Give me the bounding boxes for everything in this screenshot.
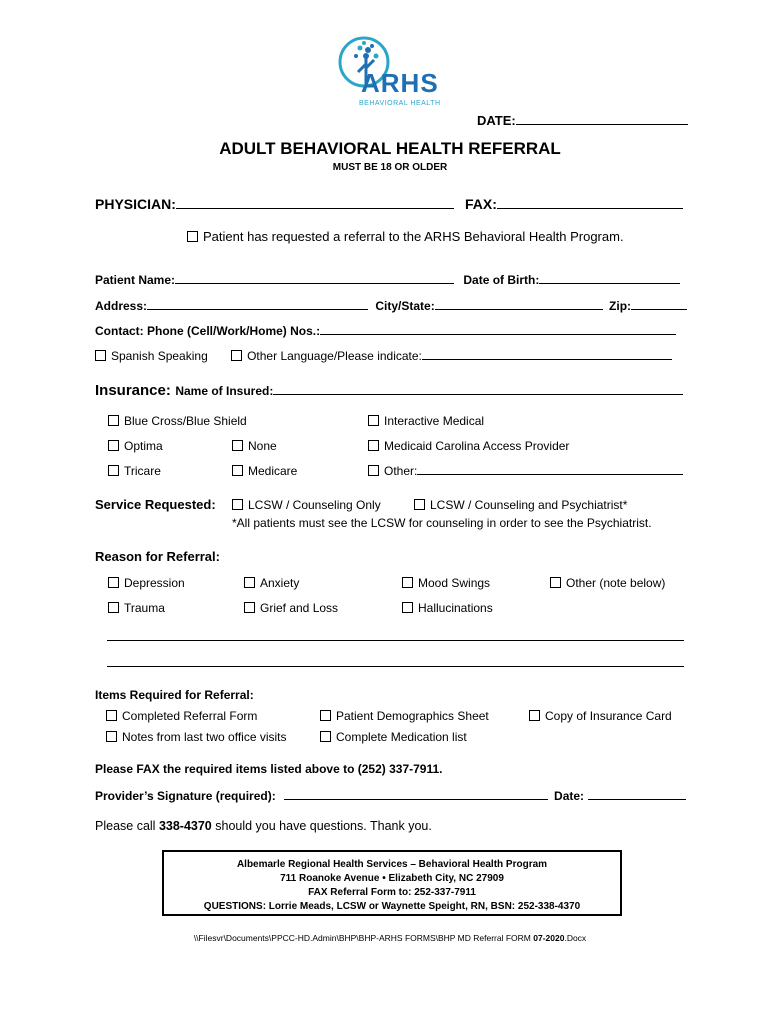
demographics-label: Patient Demographics Sheet <box>336 709 489 723</box>
completed-form-checkbox[interactable] <box>106 710 117 721</box>
optima-label: Optima <box>124 439 163 453</box>
service-opt1-checkbox[interactable] <box>232 499 243 510</box>
sig-date-label: Date: <box>554 789 585 803</box>
signature-line[interactable] <box>284 799 548 800</box>
insurance-card-checkbox[interactable] <box>529 710 540 721</box>
mood-label: Mood Swings <box>418 576 491 590</box>
service-opt1[interactable] <box>232 498 381 512</box>
fax-instruction: Please FAX the required items listed above to (252) 337-7911. <box>95 762 443 776</box>
insurance-heading: Insurance: <box>95 382 171 399</box>
reason-other-label: Other (note below) <box>566 576 666 590</box>
requested-checkbox[interactable] <box>187 231 198 242</box>
contact-row <box>95 324 676 338</box>
citystate-line[interactable] <box>435 309 603 310</box>
citystate-label: City/State: <box>375 299 435 313</box>
call-text <box>95 819 432 833</box>
insurance-card-label: Copy of Insurance Card <box>545 709 672 723</box>
ins-other-label: Other: <box>384 464 418 478</box>
anxiety-label: Anxiety <box>260 576 300 590</box>
optima-checkbox[interactable] <box>108 440 119 451</box>
med-list-checkbox[interactable] <box>320 731 331 742</box>
grief-label: Grief and Loss <box>260 601 339 615</box>
other-language-label: Other Language/Please indicate: <box>247 349 422 363</box>
zip-label: Zip: <box>609 299 632 313</box>
interactive-checkbox[interactable] <box>368 415 379 426</box>
box-line-1: Albemarle Regional Health Services – Behavioral Health Program <box>236 859 548 870</box>
mood-checkbox[interactable] <box>402 577 413 588</box>
file-path-date: 07-2020 <box>533 933 565 943</box>
item-insurance-card[interactable] <box>529 709 672 723</box>
patient-name-label: Patient Name: <box>95 273 176 287</box>
item-demographics[interactable] <box>320 709 489 723</box>
address-line[interactable] <box>147 309 368 310</box>
reason-heading: Reason for Referral: <box>95 549 220 564</box>
spanish-label: Spanish Speaking <box>111 349 208 363</box>
interactive-label: Interactive Medical <box>384 414 485 428</box>
call-number: 338-4370 <box>158 819 212 833</box>
reason-halluc[interactable] <box>402 601 493 615</box>
date-field[interactable] <box>477 113 688 128</box>
requested-text: Patient has requested a referral to the ARHS Behavioral Health Program. <box>203 229 624 244</box>
file-path-ext: .Docx <box>564 933 587 943</box>
halluc-checkbox[interactable] <box>402 602 413 613</box>
reason-grief[interactable] <box>244 601 338 615</box>
halluc-label: Hallucinations <box>418 601 493 615</box>
dob-line[interactable] <box>539 283 680 284</box>
date-line[interactable] <box>516 124 688 125</box>
box-line-2: 711 Roanoke Avenue • Elizabeth City, NC 27909 <box>280 873 504 884</box>
physician-label: PHYSICIAN: <box>95 196 176 212</box>
service-label: Service Requested: <box>95 497 216 512</box>
service-opt2-label: LCSW / Counseling and Psychiatrist* <box>430 498 628 512</box>
call-post: should you have questions. Thank you. <box>211 819 432 833</box>
grief-checkbox[interactable] <box>244 602 255 613</box>
notes-line-2[interactable] <box>107 666 684 667</box>
trauma-checkbox[interactable] <box>108 602 119 613</box>
physician-line[interactable] <box>176 208 454 209</box>
spanish-checkbox[interactable] <box>95 350 106 361</box>
depression-checkbox[interactable] <box>108 577 119 588</box>
tricare-checkbox[interactable] <box>108 465 119 476</box>
medicare-label: Medicare <box>248 464 298 478</box>
ins-interactive[interactable] <box>368 414 484 428</box>
ins-bcbs[interactable] <box>108 414 247 428</box>
med-list-label: Complete Medication list <box>336 730 467 744</box>
file-path <box>0 933 770 943</box>
medicare-checkbox[interactable] <box>232 465 243 476</box>
dob-label: Date of Birth: <box>463 273 540 287</box>
service-note: *All patients must see the LCSW for counseling in order to see the Psychiatrist. <box>232 516 652 530</box>
ins-tricare[interactable] <box>108 464 161 478</box>
item-med-list[interactable] <box>320 730 467 744</box>
bcbs-label: Blue Cross/Blue Shield <box>124 414 247 428</box>
form-title: ADULT BEHAVIORAL HEALTH REFERRAL <box>219 139 561 158</box>
ins-medicare[interactable] <box>232 464 297 478</box>
insured-line[interactable] <box>273 394 683 395</box>
service-opt2[interactable] <box>414 498 627 512</box>
ins-optima[interactable] <box>108 439 163 453</box>
signature-label: Provider’s Signature (required): <box>95 789 276 803</box>
demographics-checkbox[interactable] <box>320 710 331 721</box>
anxiety-checkbox[interactable] <box>244 577 255 588</box>
patient-name-line[interactable] <box>175 283 454 284</box>
zip-line[interactable] <box>631 309 687 310</box>
fax-label: FAX: <box>465 196 497 212</box>
reason-anxiety[interactable] <box>244 576 299 590</box>
reason-mood[interactable] <box>402 576 490 590</box>
service-opt1-label: LCSW / Counseling Only <box>248 498 381 512</box>
logo-wordmark: ARHS <box>361 68 439 98</box>
logo-subtitle: BEHAVIORAL HEALTH <box>359 100 441 107</box>
depression-label: Depression <box>124 576 185 590</box>
fax-line[interactable] <box>497 208 683 209</box>
ins-other-line[interactable] <box>417 474 683 475</box>
requested-checkbox-row[interactable] <box>187 229 624 244</box>
box-line-3: FAX Referral Form to: 252-337-7911 <box>308 887 476 898</box>
reason-depression[interactable] <box>108 576 185 590</box>
ins-other-checkbox[interactable] <box>368 465 379 476</box>
reason-other-checkbox[interactable] <box>550 577 561 588</box>
box-line-4: QUESTIONS: Lorrie Meads, LCSW or Waynette Speight, RN, BSN: 252-338-4370 <box>203 901 581 912</box>
other-language-line[interactable] <box>422 359 672 360</box>
sig-date-line[interactable] <box>588 799 686 800</box>
notes-line-1[interactable] <box>107 640 684 641</box>
insurance-row <box>95 382 683 400</box>
file-path-pre: \\Filesvr\Documents\PPCC-HD.Admin\BHP\BHP-ARHS FORMS\BHP MD Referral FORM <box>193 933 534 943</box>
contact-line[interactable] <box>320 334 676 335</box>
contact-info-box <box>162 850 622 916</box>
medicaid-checkbox[interactable] <box>368 440 379 451</box>
other-language-checkbox[interactable] <box>231 350 242 361</box>
completed-form-label: Completed Referral Form <box>122 709 258 723</box>
medicaid-label: Medicaid Carolina Access Provider <box>384 439 570 453</box>
reason-trauma[interactable] <box>108 601 165 615</box>
ins-medicaid[interactable] <box>368 439 569 453</box>
none-checkbox[interactable] <box>232 440 243 451</box>
trauma-label: Trauma <box>124 601 165 615</box>
contact-label: Contact: Phone (Cell/Work/Home) Nos.: <box>95 324 321 338</box>
notes-checkbox[interactable] <box>106 731 117 742</box>
notes-label: Notes from last two office visits <box>122 730 287 744</box>
call-pre: Please call <box>95 819 159 833</box>
item-notes[interactable] <box>106 730 287 744</box>
tricare-label: Tricare <box>124 464 161 478</box>
date-label: DATE: <box>477 113 516 128</box>
bcbs-checkbox[interactable] <box>108 415 119 426</box>
physician-field[interactable] <box>95 196 454 212</box>
form-subtitle: MUST BE 18 OR OLDER <box>332 162 448 173</box>
address-label: Address: <box>95 299 148 313</box>
reason-other[interactable] <box>550 576 665 590</box>
service-opt2-checkbox[interactable] <box>414 499 425 510</box>
language-row <box>95 349 672 363</box>
item-completed-form[interactable] <box>106 709 257 723</box>
none-label: None <box>248 439 277 453</box>
insured-label: Name of Insured: <box>175 384 274 398</box>
address-row <box>95 299 687 313</box>
signature-row <box>95 789 686 803</box>
ins-other[interactable] <box>368 464 683 478</box>
items-heading: Items Required for Referral: <box>95 688 254 702</box>
ins-none[interactable] <box>232 439 277 453</box>
fax-field[interactable] <box>465 196 683 212</box>
patient-name-row <box>95 273 680 287</box>
